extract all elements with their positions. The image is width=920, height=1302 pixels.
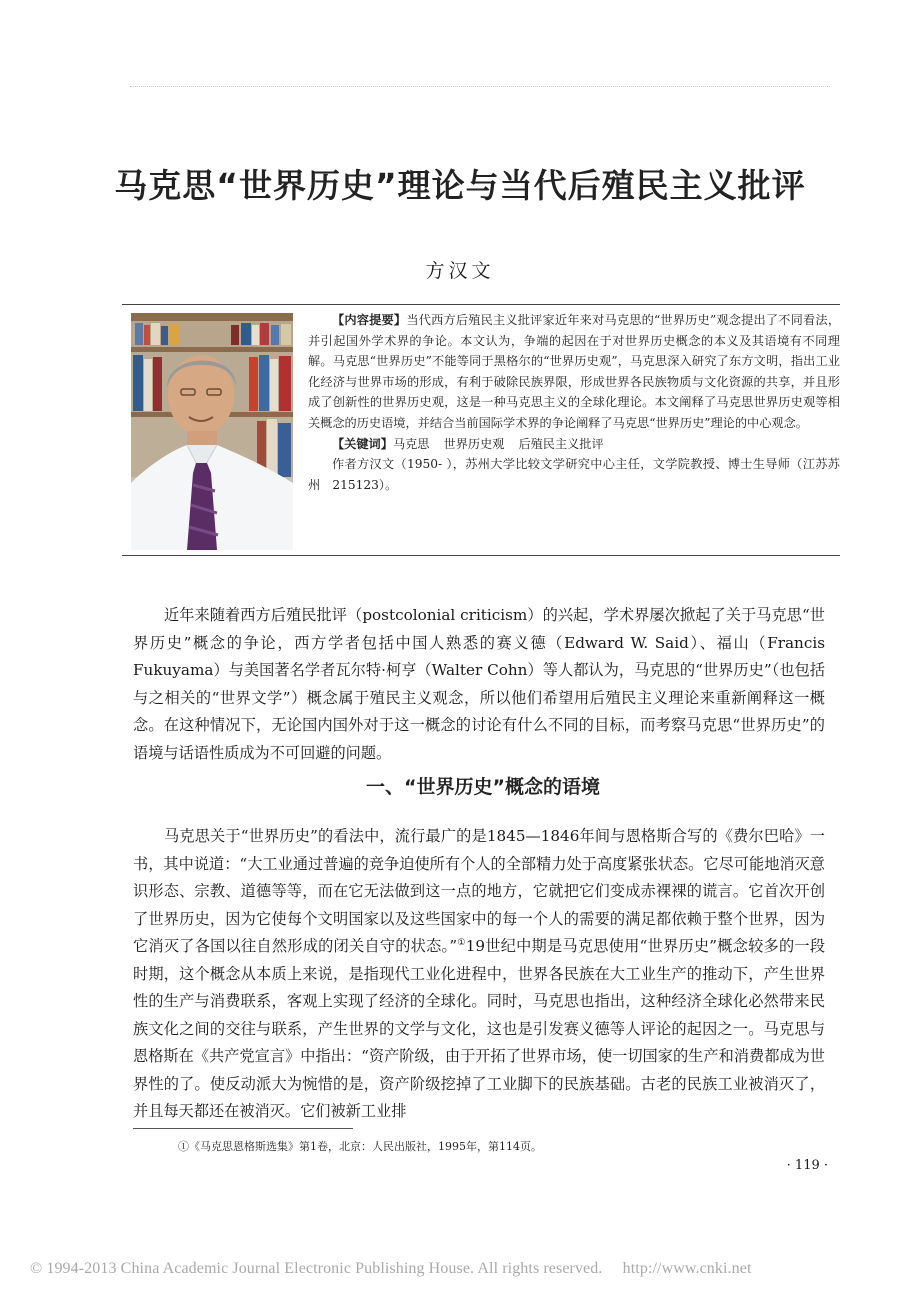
- header-rule: [130, 86, 830, 87]
- footnote: ①《马克思恩格斯选集》第1卷，北京：人民出版社，1995年，第114页。: [178, 1140, 542, 1153]
- abstract-summary: [308, 310, 840, 434]
- section-heading: 一、“世界历史”概念的语境: [366, 776, 600, 798]
- summary-label: 【内容提要】: [332, 313, 407, 327]
- author-info: 作者方汉文（1950- ），苏州大学比较文学研究中心主任，文学院教授、博士生导师（江苏苏州 215123）。: [308, 457, 840, 492]
- author-photo: [131, 313, 293, 550]
- body-paragraph: [133, 823, 825, 1126]
- paragraph-part-a: 马克思关于“世界历史”的看法中，流行最广的是1845—1846年间与恩格斯合写的《费尔巴哈》一书，其中说道：“大工业通过普遍的竞争迫使所有个人的全部精力处于高度紧张状态。它尽可能地消灭意识形态、宗教、道德等等，而在它无法做到这一点的地方，它就把它们变成赤裸裸的谎言。它首次开创了世界历史，因为它使每个文明国家以及这些国家中的每一个人的需要的满足都依赖于整个世界，因为它消灭了各国以往自然形成的闭关自守的状态。”: [133, 827, 825, 955]
- article-title: 马克思“世界历史”理论与当代后殖民主义批评: [114, 166, 806, 205]
- intro-paragraph-block: [133, 602, 825, 767]
- paragraph-part-b: 19世纪中期是马克思使用“世界历史”概念较多的一段时期，这个概念从本质上来说，是指现代工业化进程中，世界各民族在大工业生产的推动下，产生世界性的生产与消费联系，客观上实现了经济的全球化。同时，马克思也指出，这种经济全球化必然带来民族文化之间的交往与联系，产生世界的文学与文化，这也是引发赛义德等人评论的起因之一。马克思与恩格斯在《共产党宣言》中指出：“资产阶级，由于开拓了世界市场，使一切国家的生产和消费都成为世界性的了。使反动派大为惋惜的是，资产阶级挖掉了工业脚下的民族基础。古老的民族工业被消灭了，并且每天都还在被消灭。它们被新工业排: [133, 937, 826, 1120]
- intro-paragraph: 近年来随着西方后殖民批评（postcolonial criticism）的兴起，学术界屡次掀起了关于马克思“世界历史”概念的争论，西方学者包括中国人熟悉的赛义德（Edward W. Said）、福山（Francis Fukuyama）与美国著名学者瓦尔特·柯亨（Walter Cohn）等人都认为，马克思的“世界历史”（也包括与之相关的“世界文学”）概念属于殖民主义观念，所以他们希望用后殖民主义理论来重新阐释这一概念。在这种情况下，无论国内国外对于这一概念的讨论有什么不同的目标，而考察马克思“世界历史”的语境与话语性质成为不可回避的问题。: [133, 606, 825, 762]
- keyword: 世界历史观: [443, 436, 505, 451]
- abstract-bottom-rule: [122, 555, 840, 556]
- keywords-label: 【关键词】: [332, 436, 393, 451]
- author-name: 方汉文: [425, 260, 495, 282]
- abstract-block: [308, 310, 840, 495]
- body-paragraph-block: [133, 823, 825, 1126]
- copyright-notice: © 1994-2013 China Academic Journal Electronic Publishing House. All rights reserved. http://www.cnki.net: [30, 1260, 752, 1277]
- keyword: 马克思: [392, 436, 430, 451]
- footnote-rule: [133, 1128, 353, 1129]
- keyword: 后殖民主义批评: [518, 436, 604, 451]
- footnote-marker[interactable]: ①: [457, 937, 466, 948]
- abstract-top-rule: [122, 304, 840, 305]
- page-number: · 119 ·: [786, 1158, 828, 1173]
- abstract-keywords: [308, 434, 840, 455]
- summary-text: 当代西方后殖民主义批评家近年来对马克思的“世界历史”观念提出了不同看法，并引起国外学术界的争论。本文认为，争端的起因在于对世界历史概念的本义及其语境有不同理解。马克思“世界历史”不能等同于黑格尔的“世界历史观”，马克思深入研究了东方文明，指出工业化经济与世界市场的形成，有利于破除民族界限，形成世界各民族物质与文化资源的共享，并且形成了创新性的世界历史观，这是一种马克思主义的全球化理论。本文阐释了马克思世界历史观等相关概念的历史语境，并结合当前国际学术界的争论阐释了马克思“世界历史”理论的中心观念。: [308, 313, 841, 430]
